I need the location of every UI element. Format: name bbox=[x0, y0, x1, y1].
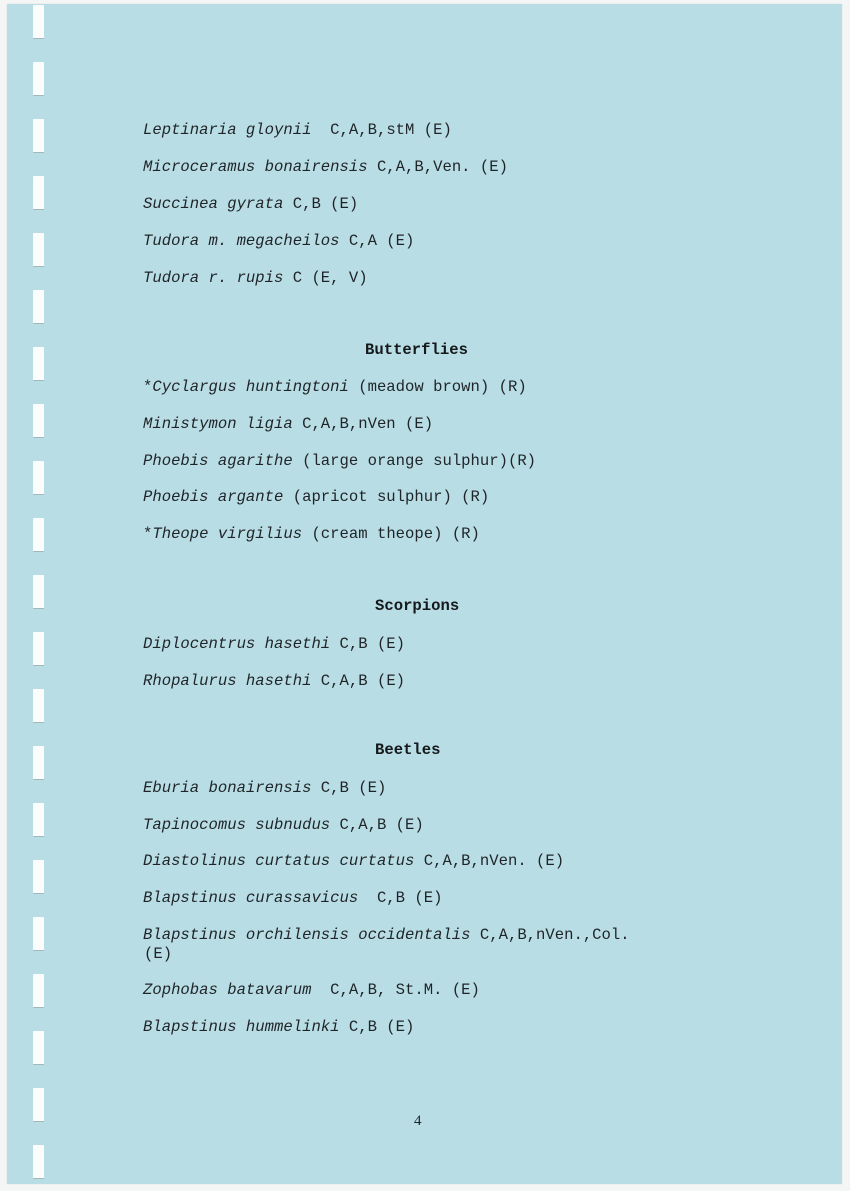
rare-marker: * bbox=[143, 525, 153, 543]
species-notes: (cream theope) (R) bbox=[302, 525, 480, 543]
species-notes: C,A,B,stM (E) bbox=[311, 121, 452, 139]
species-name: Blapstinus hummelinki bbox=[143, 1018, 340, 1036]
binding-slot bbox=[33, 233, 44, 267]
species-entry bbox=[143, 926, 630, 945]
species-notes: (E) bbox=[144, 945, 173, 963]
species-name: Ministymon ligia bbox=[143, 415, 293, 433]
species-name: Microceramus bonairensis bbox=[143, 158, 368, 176]
species-entry-continuation bbox=[144, 945, 172, 964]
species-notes: C,B (E) bbox=[339, 1018, 415, 1036]
binding-slot bbox=[33, 860, 44, 894]
species-entry bbox=[143, 488, 489, 507]
binding-slot bbox=[33, 347, 44, 381]
binding-slot bbox=[33, 5, 44, 39]
species-name: Zophobas batavarum bbox=[143, 981, 312, 999]
species-notes: C,B (E) bbox=[330, 635, 406, 653]
species-entry bbox=[143, 452, 536, 471]
species-notes: C,A,B (E) bbox=[330, 816, 424, 834]
binding-slot bbox=[33, 632, 44, 666]
binding-slot bbox=[33, 461, 44, 495]
section-heading: Butterflies bbox=[365, 341, 468, 359]
binding-slot bbox=[33, 176, 44, 210]
binding-slot bbox=[33, 1088, 44, 1122]
species-entry bbox=[143, 269, 368, 288]
binding-slot bbox=[33, 1145, 44, 1179]
page-number: 4 bbox=[414, 1113, 422, 1129]
species-name: Diastolinus curtatus curtatus bbox=[143, 852, 415, 870]
species-entry bbox=[143, 672, 405, 691]
species-entry bbox=[143, 415, 433, 434]
species-name: Diplocentrus hasethi bbox=[143, 635, 331, 653]
species-entry bbox=[143, 852, 564, 871]
species-notes: (large orange sulphur)(R) bbox=[292, 452, 537, 470]
document-page bbox=[7, 4, 842, 1184]
section-heading: Scorpions bbox=[375, 597, 460, 615]
species-notes: C,B (E) bbox=[311, 779, 387, 797]
binding-slot bbox=[33, 974, 44, 1008]
species-name: Theope virgilius bbox=[152, 525, 303, 543]
binding-slot bbox=[33, 746, 44, 780]
section-heading: Beetles bbox=[375, 741, 441, 759]
species-entry bbox=[143, 816, 424, 835]
species-entry bbox=[143, 981, 480, 1000]
species-entry bbox=[143, 121, 452, 140]
species-name: Succinea gyrata bbox=[143, 195, 284, 213]
species-notes: C,B (E) bbox=[358, 889, 443, 907]
species-entry bbox=[143, 525, 480, 544]
species-name: Tudora m. megacheilos bbox=[143, 232, 340, 250]
species-notes: C,A,B,nVen. (E) bbox=[414, 852, 565, 870]
species-notes: C (E, V) bbox=[283, 269, 368, 287]
species-entry bbox=[143, 378, 527, 397]
binding-slot bbox=[33, 803, 44, 837]
species-name: Tudora r. rupis bbox=[143, 269, 284, 287]
binding-slot bbox=[33, 1031, 44, 1065]
species-entry bbox=[143, 232, 414, 251]
species-name: Tapinocomus subnudus bbox=[143, 816, 331, 834]
species-name: Blapstinus orchilensis occidentalis bbox=[143, 926, 471, 944]
binding-slot bbox=[33, 689, 44, 723]
species-name: Blapstinus curassavicus bbox=[143, 889, 359, 907]
species-name: Rhopalurus hasethi bbox=[143, 672, 312, 690]
species-entry bbox=[143, 635, 405, 654]
species-notes: C,A,B,nVen (E) bbox=[292, 415, 434, 433]
species-notes: C,B (E) bbox=[283, 195, 359, 213]
binding-slot bbox=[33, 575, 44, 609]
species-name: Phoebis agarithe bbox=[143, 452, 293, 470]
binding-slot bbox=[33, 290, 44, 324]
binding-slot bbox=[33, 62, 44, 96]
species-notes: C,A,B, St.M. (E) bbox=[311, 981, 480, 999]
species-name: Leptinaria gloynii bbox=[143, 121, 312, 139]
species-name: Eburia bonairensis bbox=[143, 779, 312, 797]
binding-slot bbox=[33, 404, 44, 438]
species-notes: C,A,B,nVen.,Col. bbox=[470, 926, 630, 944]
species-notes: C,A,B (E) bbox=[311, 672, 406, 690]
species-name: Cyclargus huntingtoni bbox=[152, 378, 349, 396]
species-notes: (apricot sulphur) (R) bbox=[283, 488, 490, 506]
rare-marker: * bbox=[143, 378, 153, 396]
species-entry bbox=[143, 889, 442, 908]
species-notes: (meadow brown) (R) bbox=[348, 378, 527, 396]
species-entry bbox=[143, 1018, 414, 1037]
species-name: Phoebis argante bbox=[143, 488, 284, 506]
species-entry bbox=[143, 158, 508, 177]
species-entry bbox=[143, 779, 386, 798]
binding-slot bbox=[33, 518, 44, 552]
binding-slot bbox=[33, 917, 44, 951]
binding-slot bbox=[33, 119, 44, 153]
species-notes: C,A (E) bbox=[339, 232, 415, 250]
species-notes: C,A,B,Ven. (E) bbox=[367, 158, 508, 176]
species-entry bbox=[143, 195, 358, 214]
